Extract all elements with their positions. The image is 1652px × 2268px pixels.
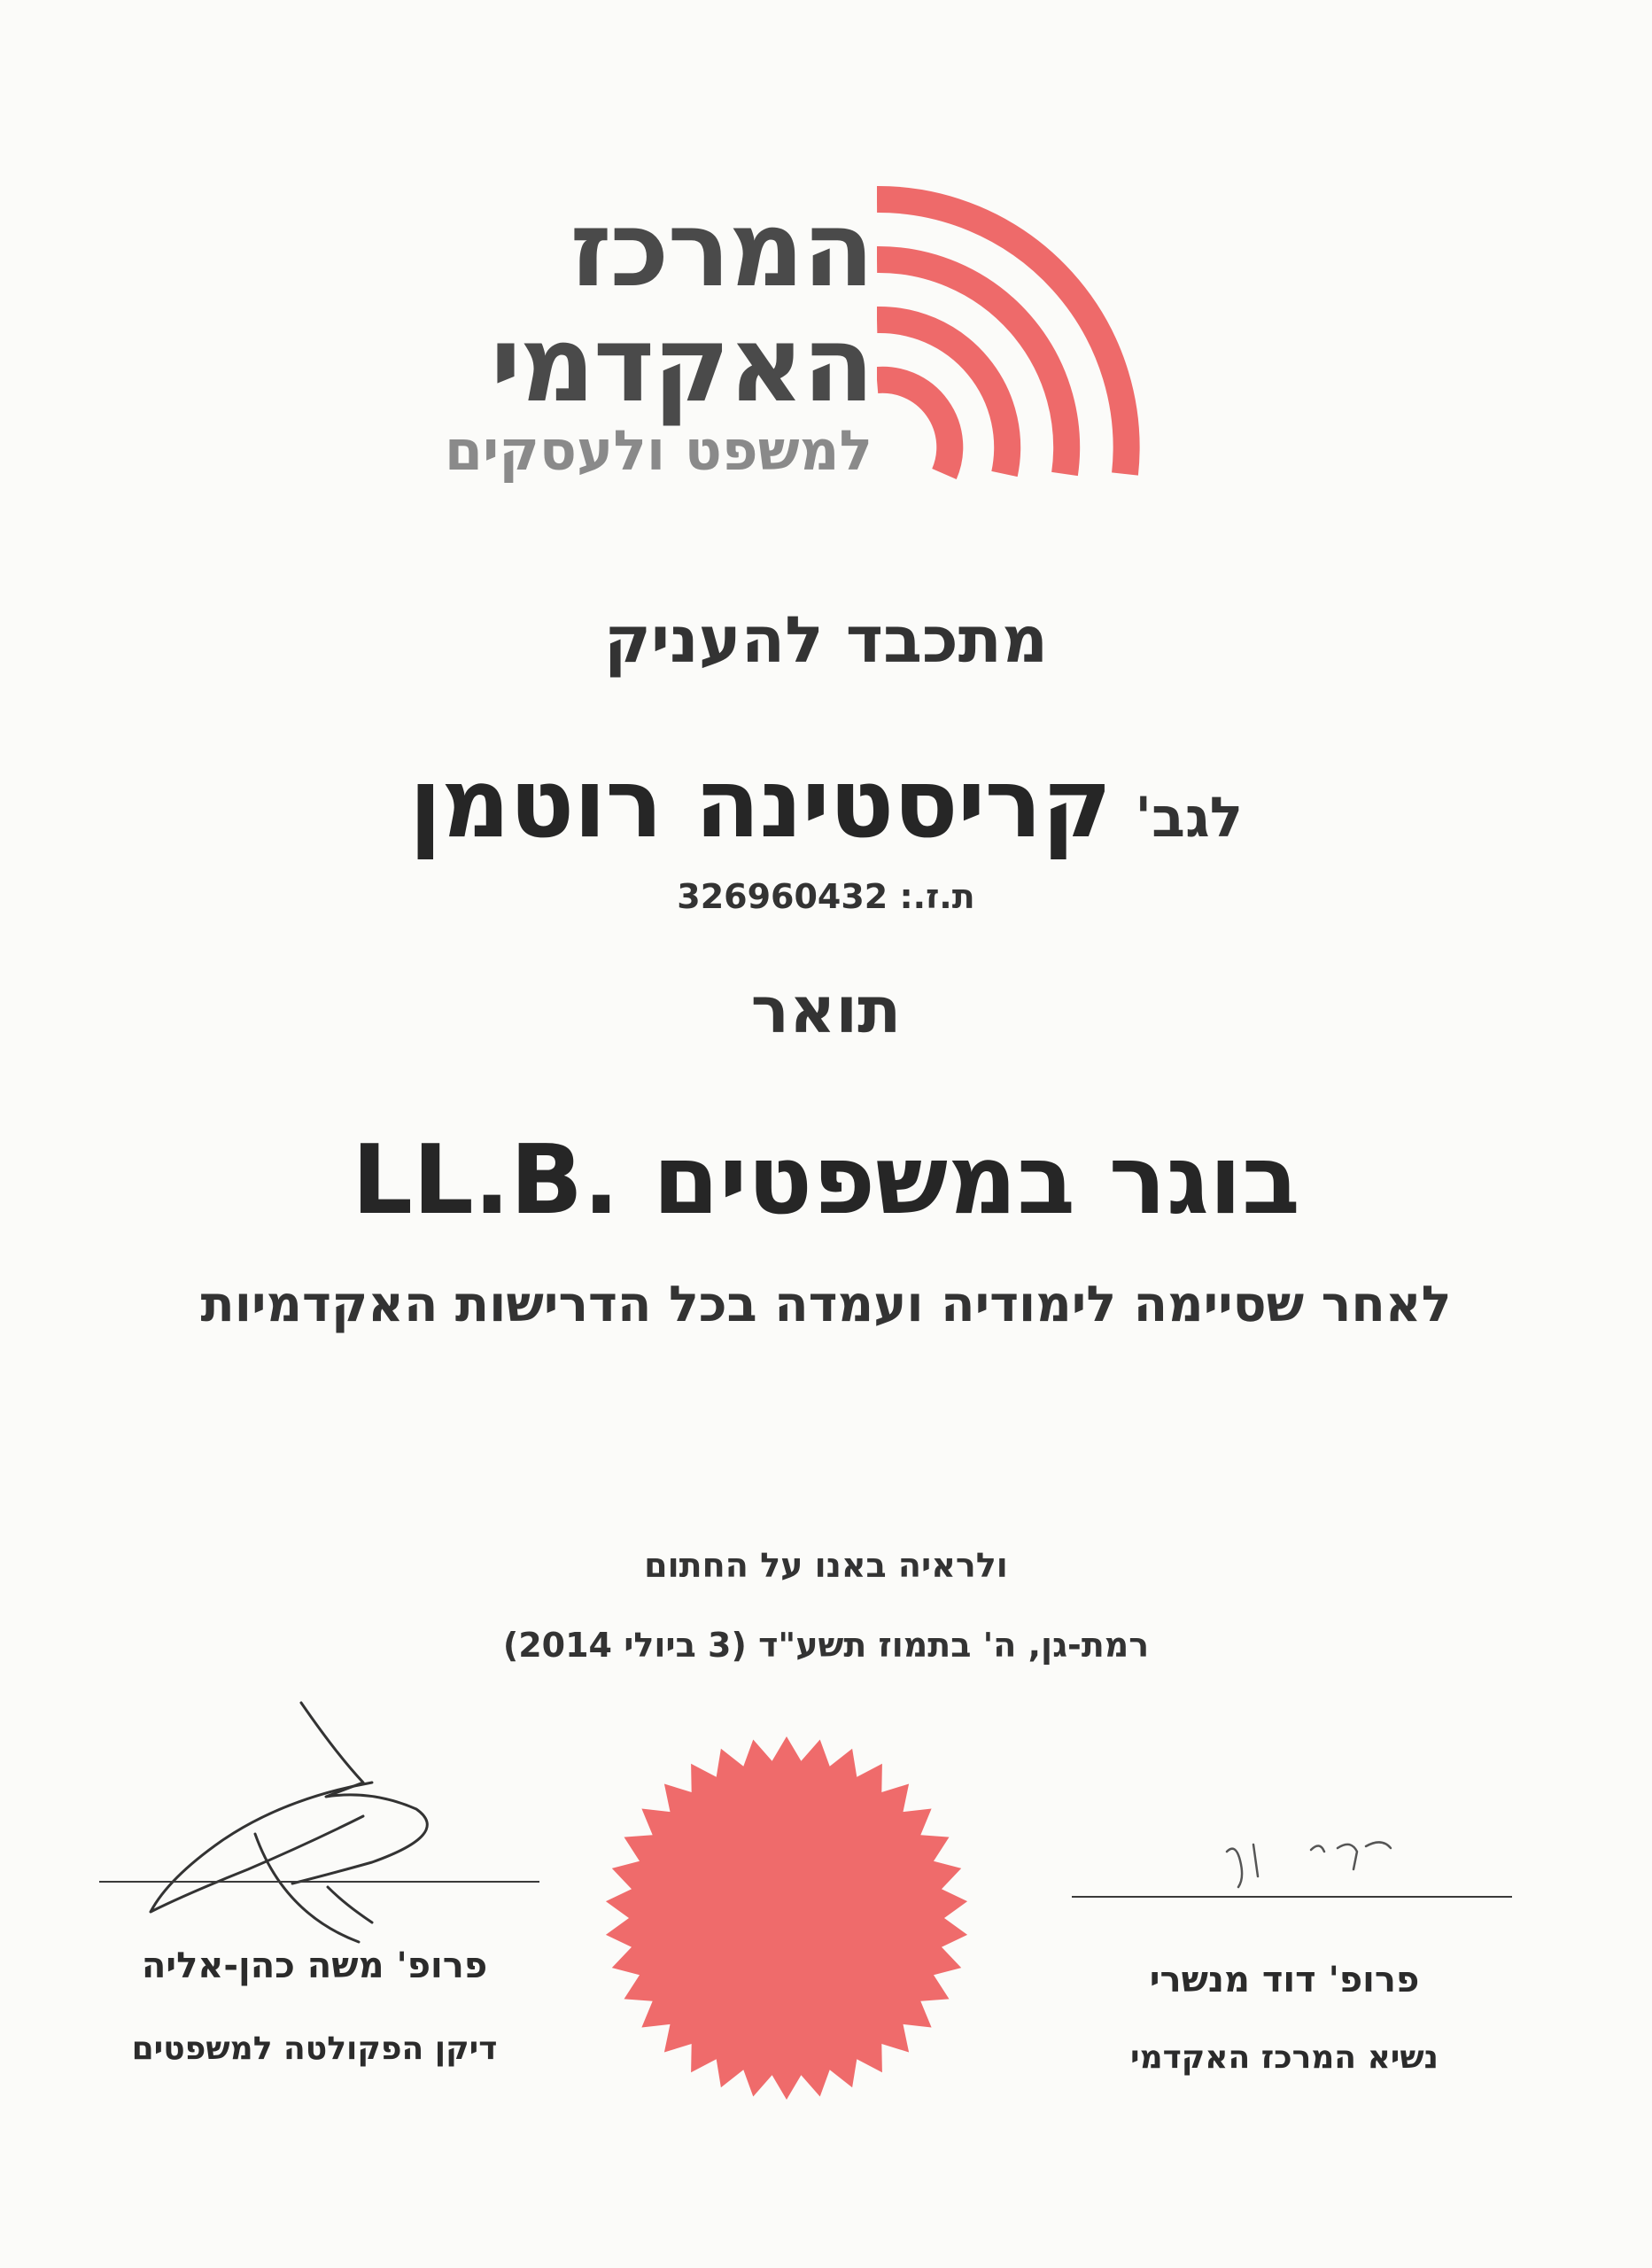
- dean-signature-line: [99, 1881, 539, 1883]
- starburst-seal-icon: [601, 1732, 973, 2104]
- issue-date: רמת-גן, ה' בתמוז תשע"ד (3 ביולי 2014): [502, 1626, 1150, 1665]
- logo-line-3: למשפט ולעסקים: [444, 418, 873, 483]
- id-number: ת.ז.: 326960432: [677, 877, 975, 916]
- degree-label: תואר: [750, 973, 902, 1047]
- completion-statement: לאחר שסיימה לימודיה ועמדה בכל הדרישות האקדמיות: [200, 1276, 1452, 1333]
- president-name: פרופ' דוד מנשרי: [1149, 1960, 1420, 2000]
- degree-title: בוגר במשפטים .LL.B: [352, 1125, 1300, 1236]
- dean-title: דיקן הפקולטה למשפטים: [131, 2031, 498, 2067]
- president-title: נשיא המרכז האקדמי: [1129, 2039, 1439, 2076]
- logo-line-2: האקדמי: [490, 303, 873, 425]
- logo-line-1: המרכז: [570, 188, 873, 310]
- president-signature-icon: [1214, 1825, 1400, 1896]
- honor-heading: מתכבד להעניק: [603, 602, 1049, 677]
- president-signature-line: [1072, 1896, 1512, 1898]
- recipient-row: [0, 749, 1652, 859]
- dean-signature-icon: [106, 1701, 567, 1958]
- recipient-name: קריסטינה רוטמן: [408, 749, 1112, 859]
- witness-statement: ולראיה באנו על החתום: [644, 1546, 1008, 1585]
- logo-arcs-icon: [877, 182, 1143, 483]
- dean-name: פרופ' משה כהן-אליה: [141, 1946, 488, 1986]
- recipient-prefix: לגב': [1135, 785, 1244, 850]
